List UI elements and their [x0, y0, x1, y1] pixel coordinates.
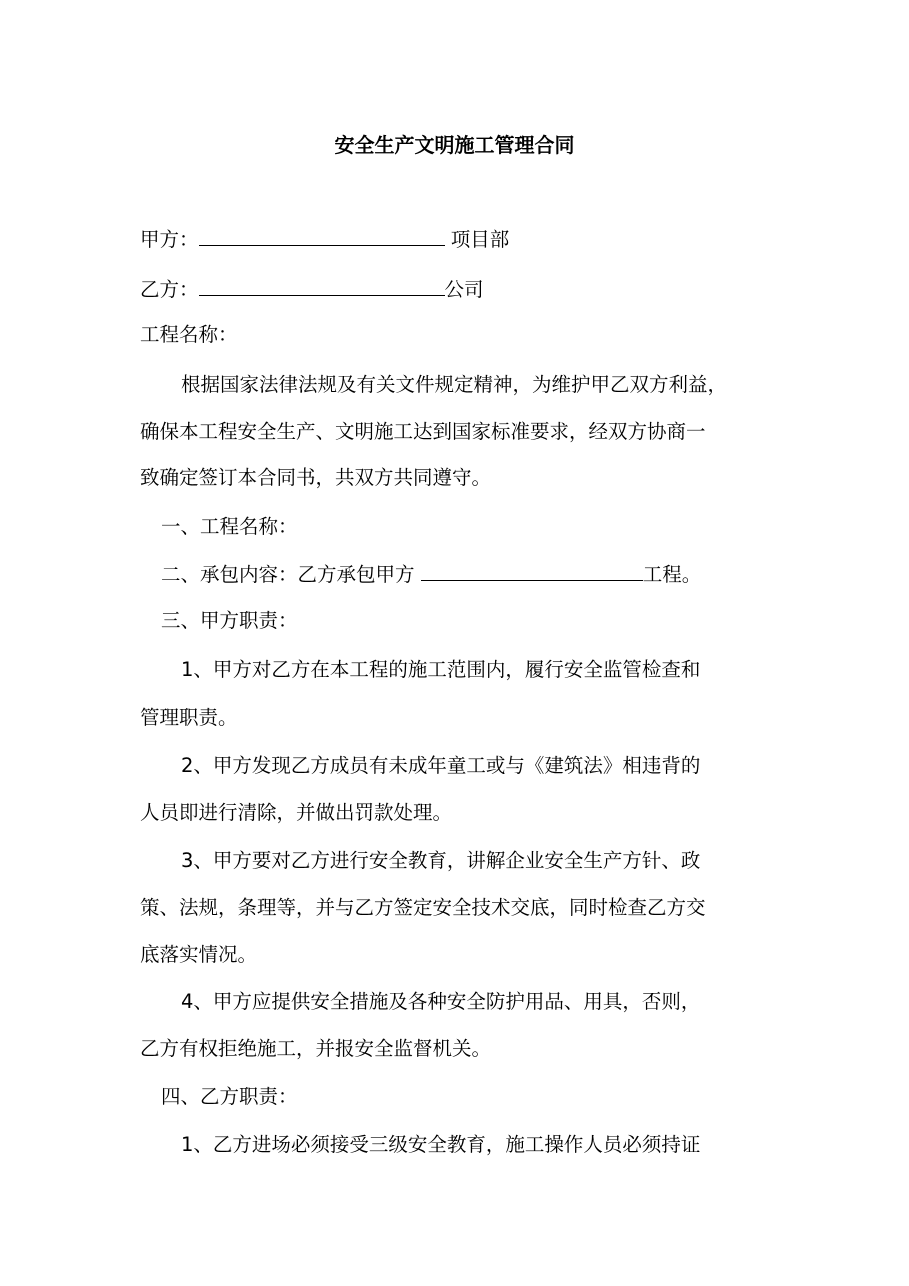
party-b-suffix: 公司	[444, 278, 484, 301]
party-b-blank	[199, 277, 445, 296]
clause-a2-line-2: 人员即进行清除，并做出罚款处理。	[140, 801, 453, 824]
section-1-heading: 一、工程名称：	[161, 515, 298, 538]
clause-a1-line-1: 1、甲方对乙方在本工程的施工范围内，履行安全监管检查和	[181, 658, 701, 681]
section-2-line	[161, 562, 701, 588]
clause-a3-line-2: 策、法规，条理等，并与乙方签定安全技术交底，同时检查乙方交	[140, 896, 706, 919]
document-title: 安全生产文明施工管理合同	[334, 133, 575, 157]
party-a-suffix: 项目部	[450, 228, 510, 251]
party-b-label: 乙方：	[140, 278, 199, 301]
clause-a3-line-1: 3、甲方要对乙方进行安全教育，讲解企业安全生产方针、政	[181, 849, 701, 872]
section-2-blank	[421, 562, 643, 581]
section-2-suffix: 工程。	[642, 563, 702, 586]
party-a-label: 甲方：	[140, 228, 199, 251]
preamble-line-3: 致确定签订本合同书，共双方共同遵守。	[140, 466, 492, 489]
section-2-prefix: 二、承包内容：乙方承包甲方	[161, 563, 415, 586]
party-b-line	[140, 277, 484, 303]
clause-a2-line-1: 2、甲方发现乙方成员有未成年童工或与《建筑法》相违背的	[181, 754, 701, 777]
party-a-line	[140, 227, 509, 253]
project-name-label: 工程名称：	[140, 323, 238, 346]
party-a-blank	[199, 227, 445, 246]
section-4-heading: 四、乙方职责：	[161, 1085, 298, 1108]
section-3-heading: 三、甲方职责：	[161, 609, 298, 632]
clause-b1-line-1: 1、乙方进场必须接受三级安全教育，施工操作人员必须持证	[181, 1133, 701, 1156]
clause-a4-line-2: 乙方有权拒绝施工，并报安全监督机关。	[140, 1037, 492, 1060]
clause-a4-line-1: 4、甲方应提供安全措施及各种安全防护用品、用具，否则，	[181, 990, 701, 1013]
clause-a3-line-3: 底落实情况。	[140, 943, 258, 966]
preamble-line-1: 根据国家法律法规及有关文件规定精神，为维护甲乙双方利益，	[181, 373, 728, 396]
preamble-line-2: 确保本工程安全生产、文明施工达到国家标准要求，经双方协商一	[140, 420, 706, 443]
clause-a1-line-2: 管理职责。	[140, 706, 238, 729]
